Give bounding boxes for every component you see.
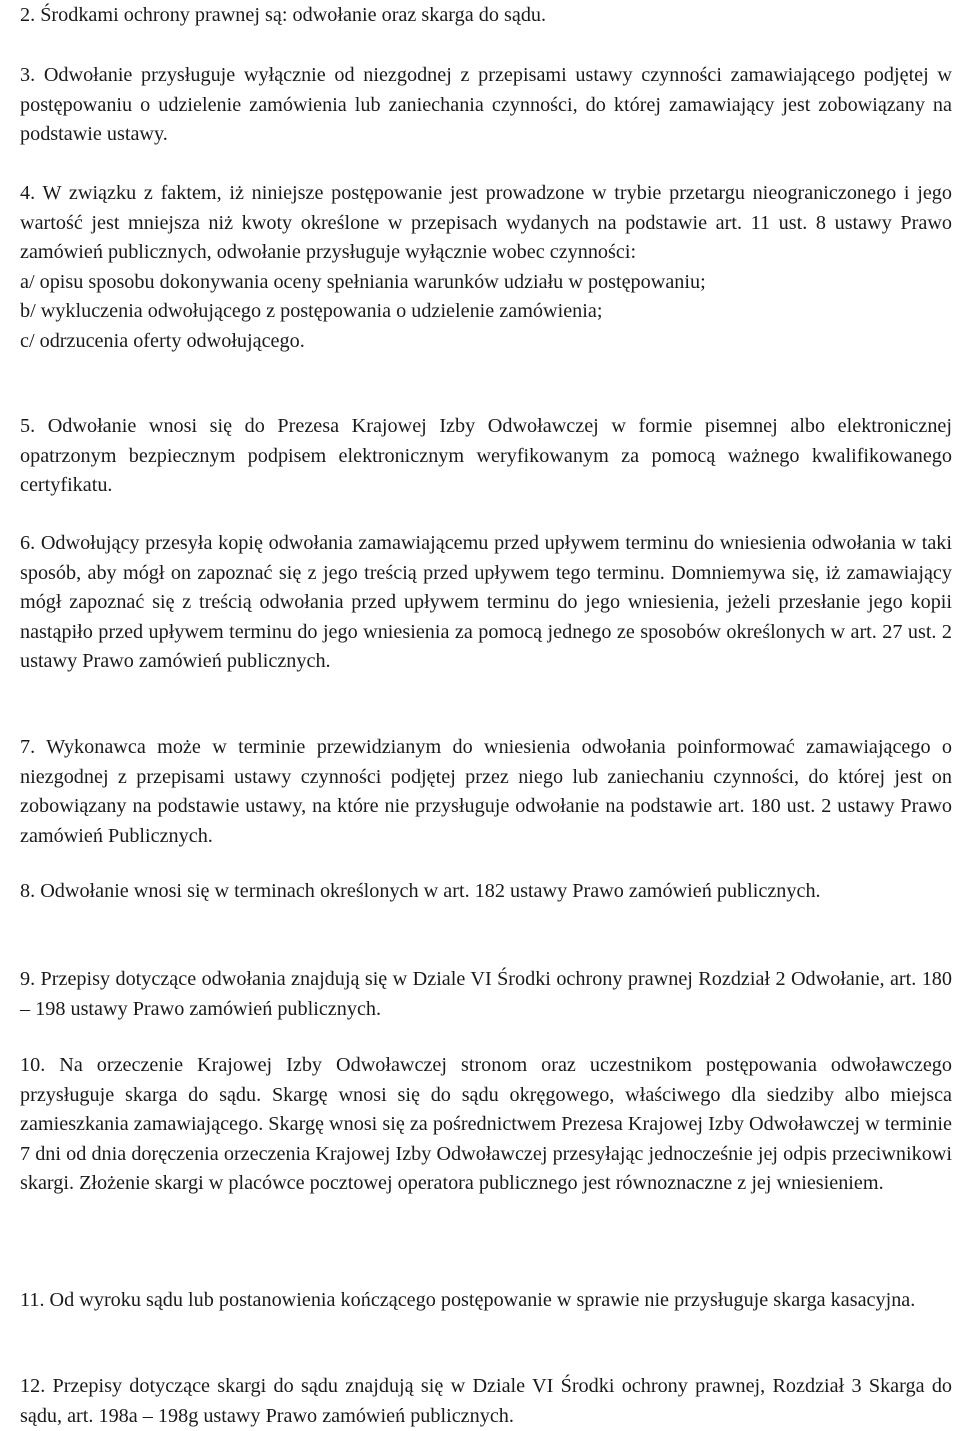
paragraph-number: 4. — [20, 182, 36, 204]
paragraph-text: Na orzeczenie Krajowej Izby Odwoławczej stronom oraz uczestnikom postępowania odwoławczego przysługuje skarga do sądu. Skargę wnosi się do sądu okręgowego, właściwego dla siedziby albo miejsca zamieszkania zamawiającego. Skargę wnosi się za pośrednictwem Prezesa Krajowej Izby Odwoławczej w terminie 7 dni od dnia doręczenia orzeczenia Krajowej Izby Odwoławczej przesyłając jednocześnie jej odpis przeciwnikowi skargi. Złożenie skargi w placówce pocztowej operatora publicznego jest równoznaczne z jej wniesieniem. — [20, 1054, 952, 1195]
paragraph-10 — [20, 1051, 952, 1199]
paragraph-8 — [20, 877, 952, 907]
paragraph-9 — [20, 965, 952, 1024]
paragraph-number: 12. — [20, 1375, 46, 1397]
paragraph-number: 2. — [20, 4, 36, 26]
paragraph-4 — [20, 179, 952, 357]
paragraph-text: Odwołanie przysługuje wyłącznie od niezgodnej z przepisami ustawy czynności zamawiającego podjętej w postępowaniu o udzielenie zamówienia lub zaniechania czynności, do której zamawiający jest zobowiązany na podstawie ustawy. — [20, 64, 952, 146]
paragraph-number: 10. — [20, 1054, 46, 1076]
paragraph-6 — [20, 529, 952, 677]
list-item-c: c/ odrzucenia oferty odwołującego. — [20, 329, 305, 352]
paragraph-text: Przepisy dotyczące odwołania znajdują się w Dziale VI Środki ochrony prawnej Rozdział 2 Odwołanie, art. 180 – 198 ustawy Prawo zamówień publicznych. — [20, 968, 952, 1020]
paragraph-5 — [20, 412, 952, 501]
paragraph-text: Odwołanie wnosi się do Prezesa Krajowej Izby Odwoławczej w formie pisemnej albo elektronicznej opatrzonym bezpiecznym podpisem elektronicznym weryfikowanym za pomocą ważnego kwalifikowanego certyfikatu. — [20, 415, 952, 497]
paragraph-text: Wykonawca może w terminie przewidzianym do wniesienia odwołania poinformować zamawiającego o niezgodnej z przepisami ustawy czynności podjętej przez niego lub zaniechaniu czynności, do której jest on zobowiązany na podstawie ustawy, na które nie przysługuje odwołanie na podstawie art. 180 ust. 2 ustawy Prawo zamówień Publicznych. — [20, 736, 952, 847]
paragraph-3 — [20, 61, 952, 150]
paragraph-text: Przepisy dotyczące skargi do sądu znajdują się w Dziale VI Środki ochrony prawnej, Rozdział 3 Skarga do sądu, art. 198a – 198g ustawy Prawo zamówień publicznych. — [20, 1375, 953, 1427]
paragraph-number: 8. — [20, 880, 36, 902]
paragraph-number: 7. — [20, 736, 36, 758]
paragraph-2 — [20, 1, 952, 31]
paragraph-12 — [20, 1372, 952, 1431]
paragraph-number: 5. — [20, 415, 36, 437]
paragraph-text: Odwołanie wnosi się w terminach określonych w art. 182 ustawy Prawo zamówień publicznych. — [40, 880, 821, 902]
paragraph-number: 11. — [20, 1289, 45, 1311]
paragraph-7 — [20, 733, 952, 851]
paragraph-number: 9. — [20, 968, 36, 990]
paragraph-number: 3. — [20, 64, 36, 86]
paragraph-text: Od wyroku sądu lub postanowienia kończącego postępowanie w sprawie nie przysługuje skarga kasacyjna. — [49, 1289, 916, 1311]
list-item-b: b/ wykluczenia odwołującego z postępowania o udzielenie zamówienia; — [20, 300, 603, 323]
paragraph-text: Środkami ochrony prawnej są: odwołanie oraz skarga do sądu. — [40, 4, 547, 26]
paragraph-number: 6. — [20, 532, 36, 554]
paragraph-11 — [20, 1286, 952, 1316]
paragraph-text: Odwołujący przesyła kopię odwołania zamawiającemu przed upływem terminu do wniesienia odwołania w taki sposób, aby mógł on zapoznać się z jego treścią przed upływem tego terminu. Domniemywa się, iż zamawiający mógł zapoznać się z treścią odwołania przed upływem terminu do jego wniesienia, jeżeli przesłanie jego kopii nastąpiło przed upływem terminu do jego wniesienia za pomocą jednego ze sposobów określonych w art. 27 ust. 2 ustawy Prawo zamówień publicznych. — [20, 532, 952, 673]
paragraph-text: W związku z faktem, iż niniejsze postępowanie jest prowadzone w trybie przetargu nieograniczonego i jego wartość jest mniejsza niż kwoty określone w przepisach wydanych na podstawie art. 11 ust. 8 ustawy Prawo zamówień publicznych, odwołanie przysługuje wyłącznie wobec czynności: — [20, 182, 952, 264]
list-item-a: a/ opisu sposobu dokonywania oceny spełniania warunków udziału w postępowaniu; — [20, 270, 706, 293]
